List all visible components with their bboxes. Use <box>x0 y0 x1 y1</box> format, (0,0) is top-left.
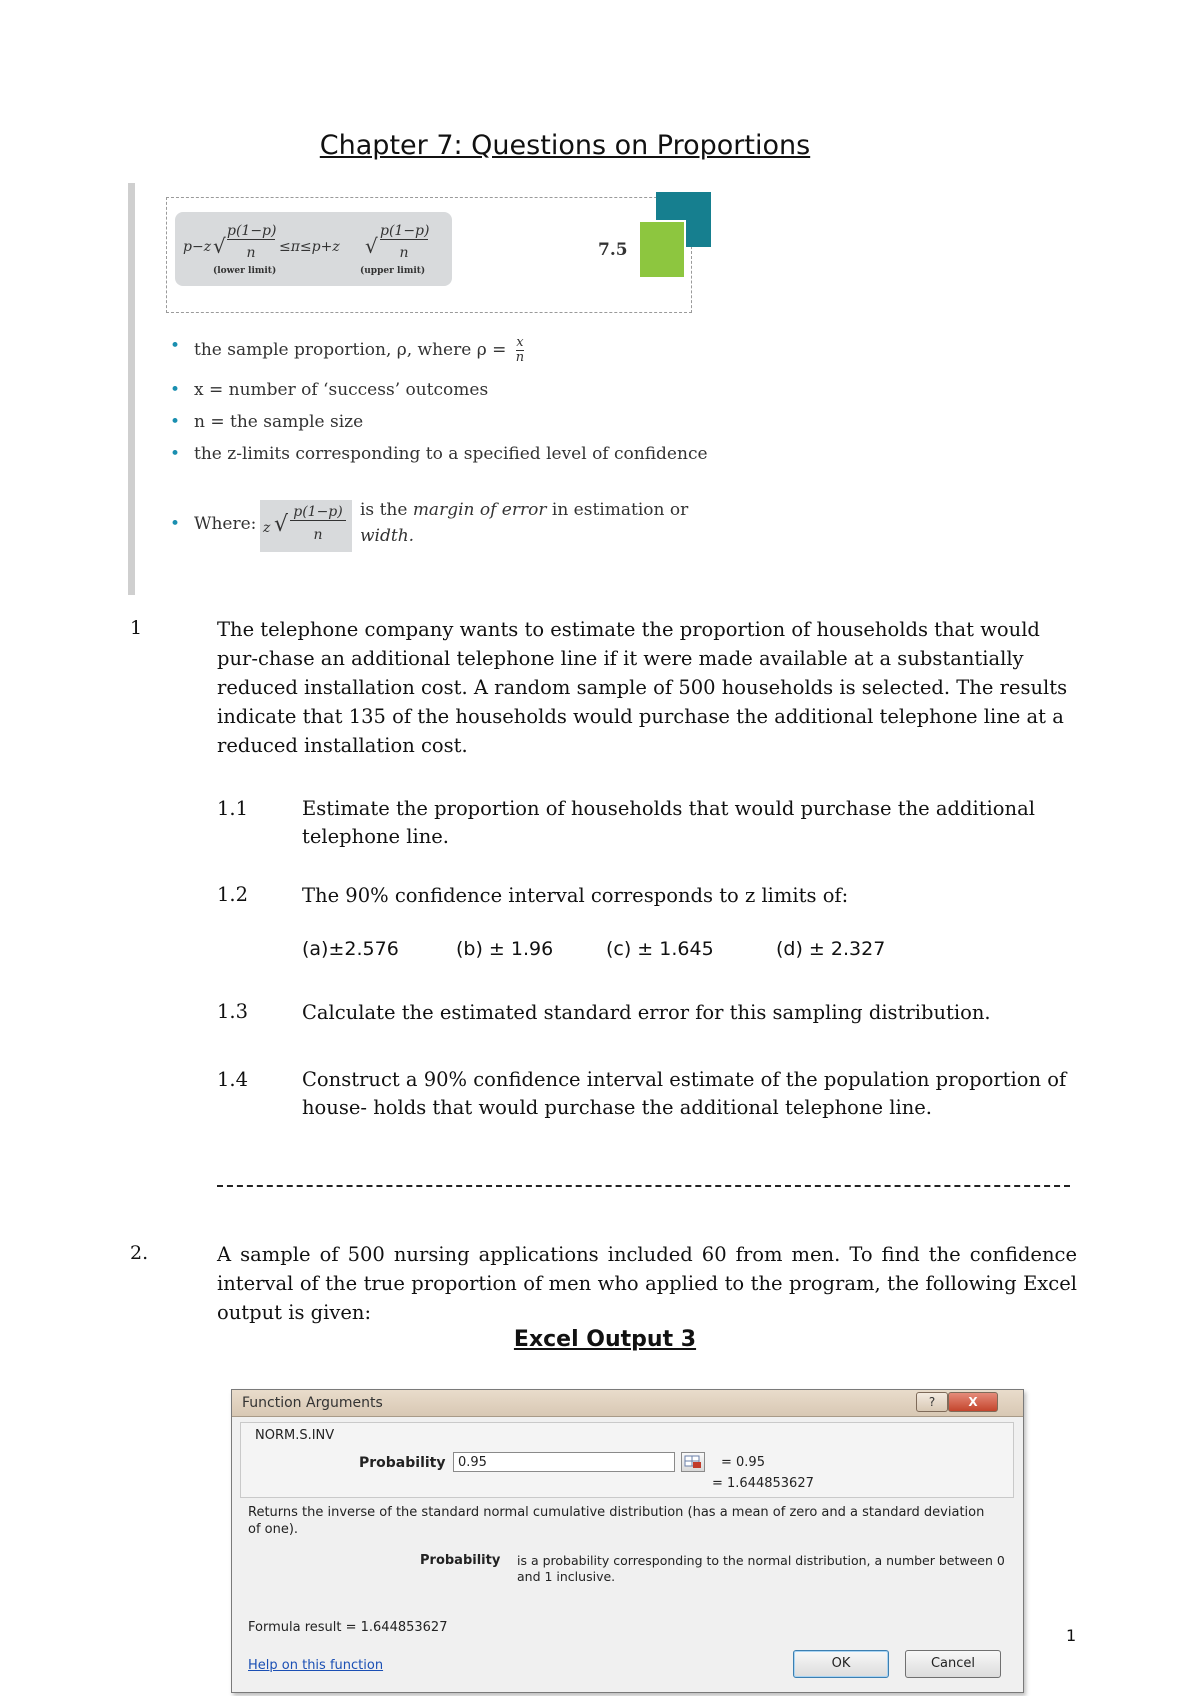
help-button[interactable]: ? <box>916 1392 948 1412</box>
arguments-panel <box>240 1422 1014 1498</box>
decorative-green-square <box>638 220 686 279</box>
upper-limit-label: (upper limit) <box>360 266 426 276</box>
section-divider <box>217 1185 1070 1187</box>
function-result-readout: = 1.644853627 <box>712 1476 814 1491</box>
sub-question-text: Estimate the proportion of households that would purchase the additional telephone line. <box>302 797 1035 848</box>
close-button[interactable]: X <box>948 1392 998 1412</box>
list-item: • the z-limits corresponding to a specified level of confidence <box>170 444 710 476</box>
formula-frac-num-2: p(1−p) <box>380 223 430 239</box>
list-item: • n = the sample size <box>170 412 710 444</box>
sub-question-number: 1.4 <box>217 1068 249 1091</box>
sub-question-text: The 90% confidence interval corresponds to z limits of: <box>302 884 849 907</box>
dialog-titlebar <box>232 1390 1023 1417</box>
formula-definitions-list <box>170 336 710 476</box>
sample-proportion-fraction <box>516 336 524 365</box>
probability-label: Probability <box>359 1455 446 1471</box>
where-frac-num: p(1−p) <box>290 504 346 521</box>
sqrt-icon: √ <box>274 512 289 537</box>
argument-value-readout: = 0.95 <box>721 1455 765 1470</box>
option-c: (c) ± 1.645 <box>606 938 714 960</box>
where-label: Where: <box>194 514 257 534</box>
question-2-number: 2. <box>130 1242 149 1264</box>
argument-help-text: is a probability corresponding to the normal distribution, a number between 0 and 1 inclusive. <box>517 1553 1005 1584</box>
help-on-function-link[interactable]: Help on this function <box>248 1658 384 1673</box>
formula-result: Formula result = 1.644853627 <box>248 1620 448 1635</box>
margin-of-error-desc-line2: width. <box>360 526 415 546</box>
equation-number: 7.5 <box>598 240 628 260</box>
excel-output-title: Excel Output 3 <box>513 1327 697 1352</box>
margin-of-error-row <box>170 500 710 560</box>
option-a: (a)±2.576 <box>302 938 399 960</box>
bullet-dot: • <box>170 514 181 534</box>
probability-input[interactable]: 0.95 <box>453 1452 675 1472</box>
sub-question-number: 1.3 <box>217 1000 249 1023</box>
z-limit-options <box>302 938 922 968</box>
list-item: • x = number of ‘success’ outcomes <box>170 380 710 412</box>
desc-emphasis: margin of error <box>412 500 547 520</box>
formula-frac-num: p(1−p) <box>227 223 277 239</box>
page-title: Chapter 7: Questions on Proportions <box>319 130 811 161</box>
cancel-button[interactable]: Cancel <box>905 1650 1001 1678</box>
question-1-number: 1 <box>130 617 143 639</box>
function-arguments-dialog <box>231 1389 1024 1693</box>
desc-pre: is the <box>360 500 413 520</box>
margin-of-error-desc <box>360 500 688 520</box>
frac-num: x <box>516 335 524 350</box>
page-number: 1 <box>1066 1626 1077 1645</box>
function-description: Returns the inverse of the standard normal cumulative distribution (has a mean of zero and a standard deviation of one). <box>248 1505 985 1537</box>
sub-question-number: 1.1 <box>217 797 249 820</box>
where-z: z <box>263 520 271 536</box>
option-b: (b) ± 1.96 <box>456 938 554 960</box>
function-name: NORM.S.INV <box>255 1428 335 1443</box>
confidence-interval-formula <box>175 212 452 286</box>
question-1-text: The telephone company wants to estimate the proportion of households that would pur-chase an additional telephone line if it were made available at a substantially reduced installation cost. A random sample of 500 households is selected. The results indicate that 135 of the households would purchase the additional telephone line at a reduced installation cost. <box>217 618 1068 757</box>
desc-post: in estimation or <box>546 500 689 520</box>
formula-lhs: p−z <box>183 239 212 255</box>
sqrt-icon: √ <box>213 234 226 258</box>
dialog-title: Function Arguments <box>242 1395 383 1411</box>
margin-of-error-formula <box>260 500 352 552</box>
lower-limit-label: (lower limit) <box>213 266 277 276</box>
bullet-text: the sample proportion, ρ, where ρ = <box>194 340 507 360</box>
ok-button[interactable]: OK <box>793 1650 889 1678</box>
formula-middle: ≤π≤p+z <box>279 239 340 255</box>
range-select-icon[interactable] <box>681 1452 705 1472</box>
formula-frac-den-2: n <box>399 245 409 261</box>
sub-question-number: 1.2 <box>217 883 249 906</box>
argument-help-label: Probability <box>420 1553 501 1568</box>
sub-question-text: Calculate the estimated standard error for this sampling distribution. <box>302 1001 991 1024</box>
list-item <box>170 336 710 380</box>
frac-den: n <box>515 350 525 365</box>
question-2-text: A sample of 500 nursing applications included 60 from men. To find the confidence interval of the true proportion of men who applied to the program, the following Excel output is given: <box>217 1243 1077 1324</box>
sqrt-icon: √ <box>365 234 378 258</box>
formula-frac-den: n <box>246 245 256 261</box>
figure-side-bar <box>128 183 135 595</box>
option-d: (d) ± 2.327 <box>776 938 886 960</box>
where-frac-den: n <box>313 527 323 543</box>
sub-question-text: Construct a 90% confidence interval estimate of the population proportion of house- holds that would purchase the additional telephone line. <box>302 1068 1067 1119</box>
